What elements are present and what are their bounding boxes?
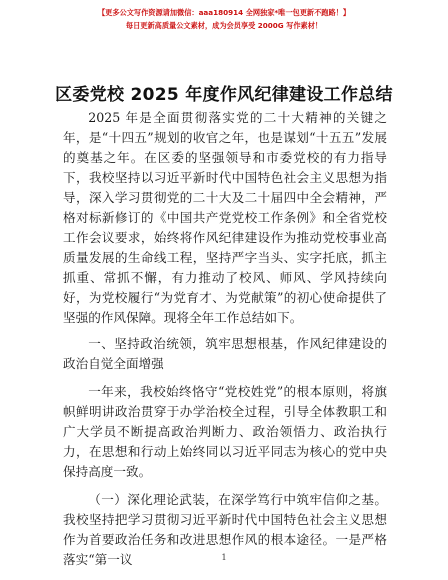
intro-paragraph: 2025 年是全面贯彻落实党的二十大精神的关键之年，是“十四五”规划的收官之年，也是谋划“十五五”发展的奠基之年。在区委的坚强领导和市委党校的有力指导下，我校坚持以习近平新时代中国特色社会主义思想为指导，深入学习贯彻党的二十大及二十届四中全会精神，严格对标新修订的《中国共产党党校工作条例》和全省党校工作会议要求，始终将作风纪律建设作为推动党校事业高质量发展的生命线工程，坚持严字当头、实字托底，抓主抓重、常抓不懈，有力推动了校风、师风、学风持续向好，为党校履行“为党育才、为党献策”的初心使命提供了坚强的作风保障。现将全年工作总结如下。 [63,110,387,325]
document-title: 区委党校 2025 年度作风纪律建设工作总结 [55,85,393,105]
section-heading-1: 一、坚持政治统领，筑牢思想根基，作风纪律建设的政治自觉全面增强 [63,336,387,371]
subsection-1-paragraph: （一）深化理论武装，在深学笃行中筑牢信仰之基。我校坚持把学习贯彻习近平新时代中国特色社会主义思想作为首要政治任务和改进思想作风的根本途径。一是严格落实“第一议 [63,492,387,567]
document-body [63,108,387,570]
promo-header [0,6,448,32]
page-number: 1 [221,553,227,562]
promo-header-line-1: 【更多公文写作资源请加微信：aaa180914 全网独家*唯一包更新不跑路！】 [97,8,351,17]
section-1-paragraph: 一年来，我校始终恪守“党校姓党”的根本原则，将旗帜鲜明讲政治贯穿于办学治校全过程，引导全体教职工和广大学员不断提高政治判断力、政治领悟力、政治执行力，在思想和行动上始终同以习近平同志为核心的党中央保持高度一致。 [63,384,387,479]
promo-header-line-2: 每日更新高质量公文素材，成为会员享受 2000G 写作素材！ [125,21,323,30]
